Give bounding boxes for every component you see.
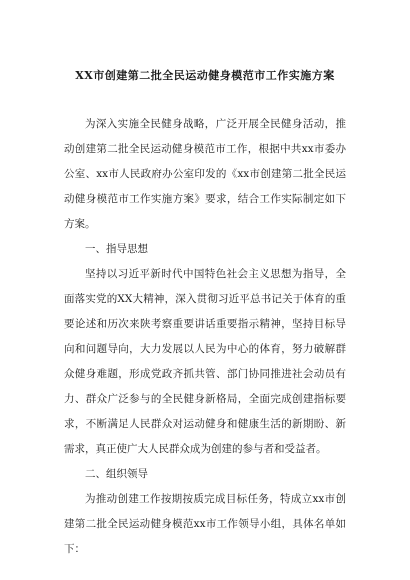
- guiding-ideology-paragraph: 坚持以习近平新时代中国特色社会主义思想为指导，全面落实党的XX大精神，深入贯彻习近平总书记关于体育的重要论述和历次来陕考察重要讲话重要指示精神，坚持目标导向和问题导向，大力发展以人民为中心的体育，努力破解群众健身难题，形成党政齐抓共管、部门协同推进社会动员有力、群众广泛参与的全民健身新格局，全面完成创建指标要求，不断满足人民群众对运动健身和健康生活的新期盼、新需求，真正使广大人民群众成为创建的参与者和受益者。: [64, 268, 346, 455]
- organization-paragraph: 为推动创建工作按期按质完成目标任务，特成立xx市创建第二批全民运动健身模范xx市工作领导小组，具体名单如下：: [64, 493, 346, 555]
- document-title: XX市创建第二批全民运动健身模范市工作实施方案: [75, 69, 335, 82]
- section-heading-guiding-ideology: 一、指导思想: [85, 243, 148, 255]
- intro-paragraph: 为深入实施全民健身战略，广泛开展全民健身活动，推动创建第二批全民运动健身模范市工作，根据中共xx市委办公室、xx市人民政府办公室印发的《xx市创建第二批全民运动健身模范市工作实施方案》要求，结合工作实际制定如下方案。: [64, 118, 346, 230]
- section-heading-organization: 二、组织领导: [85, 468, 148, 480]
